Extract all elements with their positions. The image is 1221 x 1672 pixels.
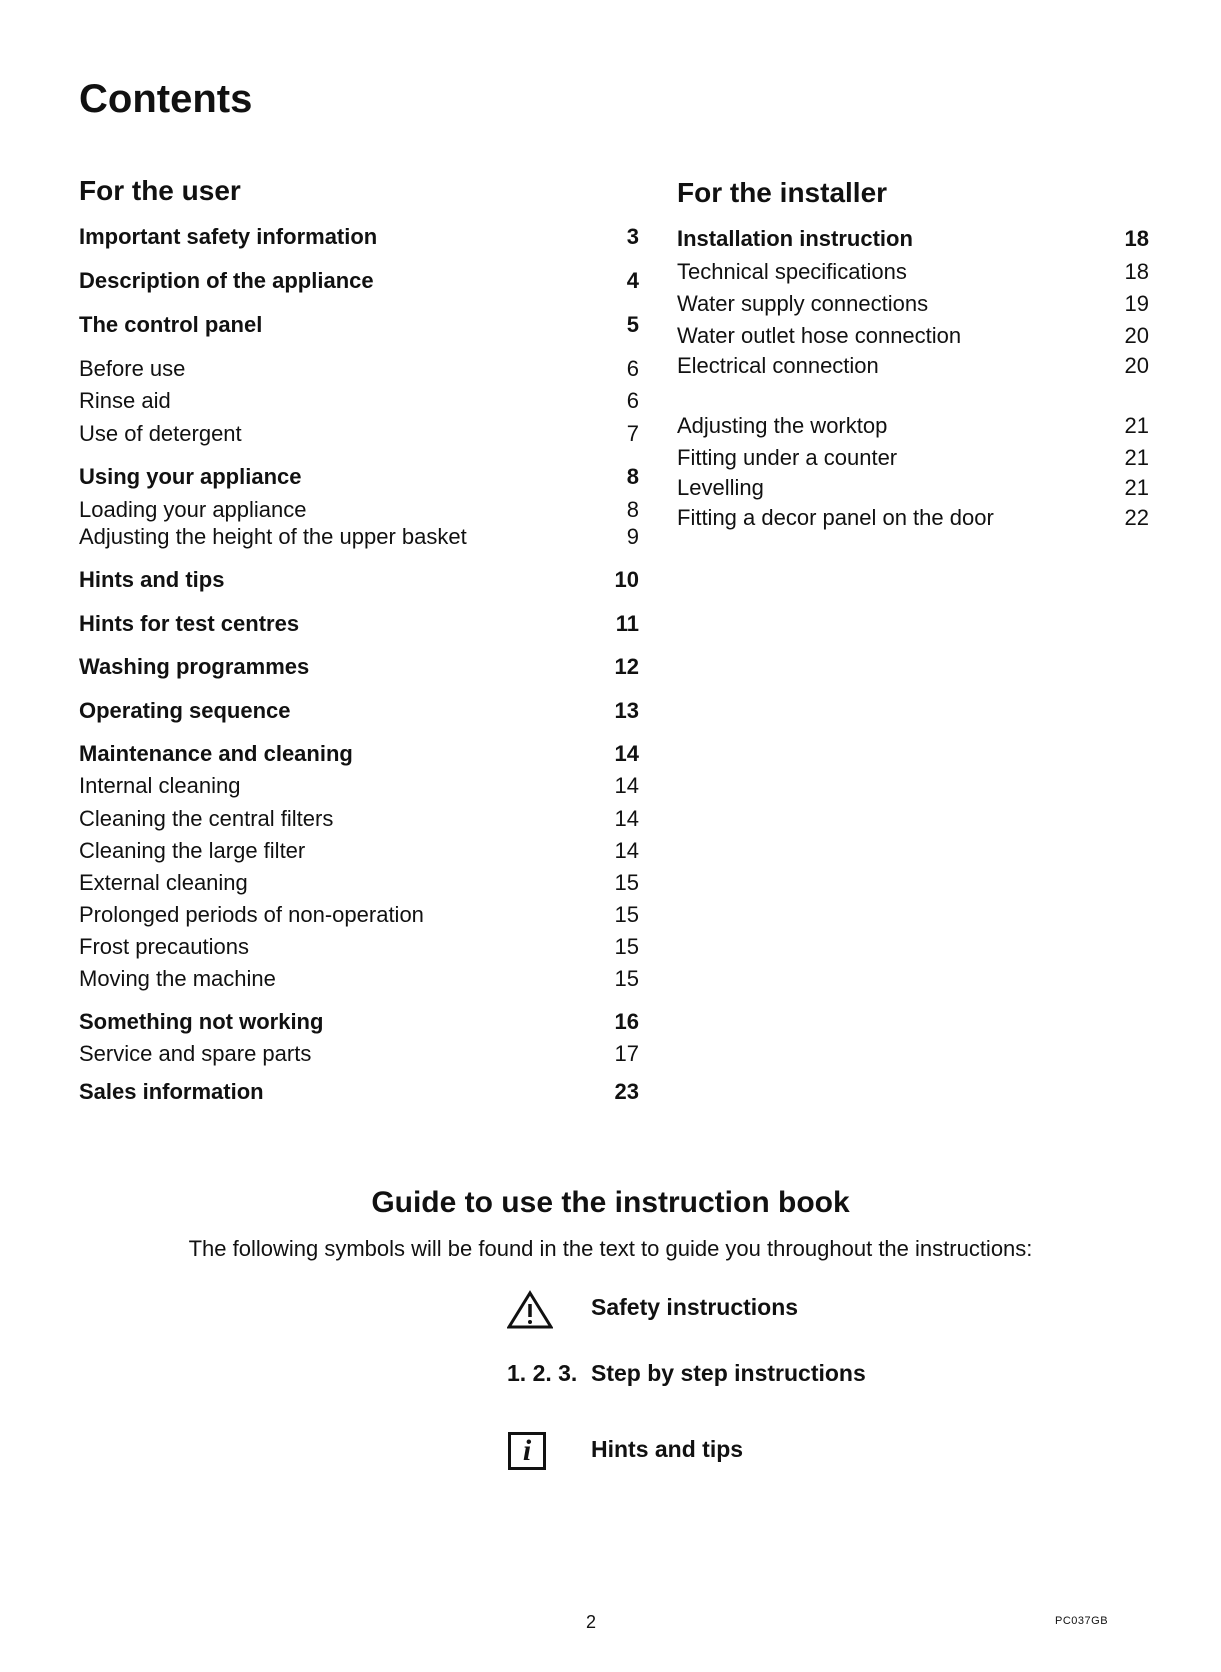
toc-entry-page: 17: [614, 1041, 639, 1066]
toc-entry-label: Levelling: [677, 475, 764, 500]
toc-entry-label: Before use: [79, 356, 186, 381]
toc-entry-page: 18: [1124, 259, 1149, 284]
info-box-icon: i: [508, 1432, 546, 1470]
toc-entry-page: 14: [614, 806, 639, 831]
toc-entry-page: 16: [614, 1009, 639, 1034]
page-title: Contents: [79, 77, 253, 121]
toc-entry-label: Hints and tips: [79, 567, 225, 592]
toc-entry-label: Technical specifications: [677, 259, 907, 284]
toc-entry-page: 4: [626, 268, 639, 293]
toc-entry-page: 6: [626, 356, 639, 381]
toc-entry-label: Frost precautions: [79, 934, 249, 959]
toc-entry-page: 12: [614, 654, 639, 679]
toc-entry-label: Adjusting the height of the upper basket: [79, 524, 467, 549]
guide-title: Guide to use the instruction book: [371, 1186, 850, 1219]
toc-entry-page: 15: [614, 902, 639, 927]
toc-entry-label: Prolonged periods of non-operation: [79, 902, 424, 927]
safety-instructions-label: Safety instructions: [591, 1294, 799, 1320]
toc-entry-label: Cleaning the large filter: [79, 838, 306, 863]
toc-entry-label: Moving the machine: [79, 966, 276, 991]
toc-entry-label: Water outlet hose connection: [677, 323, 962, 348]
toc-entry-page: 22: [1124, 505, 1149, 530]
toc-entry-page: 3: [626, 224, 639, 249]
toc-entry-page: 23: [614, 1079, 639, 1104]
guide-intro: The following symbols will be found in the text to guide you throughout the instructions:: [188, 1236, 1033, 1261]
user-section-heading: For the user: [79, 175, 241, 206]
toc-entry-page: 21: [1124, 413, 1149, 438]
toc-entry-label: Electrical connection: [677, 353, 879, 378]
toc-entry-label: Internal cleaning: [79, 773, 241, 798]
toc-entry-label: Something not working: [79, 1009, 324, 1034]
toc-entry-label: The control panel: [79, 312, 263, 337]
toc-entry-label: Sales information: [79, 1079, 264, 1104]
toc-entry-page: 18: [1124, 226, 1149, 251]
toc-entry-label: Water supply connections: [677, 291, 929, 316]
toc-entry-page: 7: [626, 421, 639, 446]
toc-entry-page: 5: [626, 312, 639, 337]
toc-entry-page: 15: [614, 934, 639, 959]
installer-section-heading: For the installer: [677, 177, 888, 208]
step-instructions-label: Step by step instructions: [591, 1360, 866, 1386]
hints-tips-label: Hints and tips: [591, 1436, 744, 1462]
toc-entry-page: 11: [615, 611, 639, 636]
toc-entry-label: Washing programmes: [79, 654, 310, 679]
toc-entry-label: Fitting a decor panel on the door: [677, 505, 994, 530]
toc-entry-label: Loading your appliance: [79, 497, 307, 522]
toc-entry-label: Installation instruction: [677, 226, 913, 251]
toc-entry-label: Maintenance and cleaning: [79, 741, 353, 766]
toc-entry-label: Cleaning the central filters: [79, 806, 334, 831]
warning-triangle-icon: [507, 1290, 553, 1330]
toc-entry-label: Service and spare parts: [79, 1041, 312, 1066]
toc-entry-label: Operating sequence: [79, 698, 291, 723]
toc-entry-page: 14: [614, 773, 639, 798]
toc-entry-page: 21: [1124, 445, 1149, 470]
toc-entry-page: 6: [626, 388, 639, 413]
toc-entry-page: 20: [1124, 353, 1149, 378]
toc-entry-label: Use of detergent: [79, 421, 242, 446]
toc-entry-label: Hints for test centres: [79, 611, 300, 636]
document-code: PC037GB: [1055, 1615, 1109, 1627]
toc-entry-label: Description of the appliance: [79, 268, 374, 293]
toc-entry-label: Using your appliance: [79, 464, 302, 489]
toc-entry-label: Adjusting the worktop: [677, 413, 888, 438]
toc-entry-page: 21: [1124, 475, 1149, 500]
toc-entry-page: 15: [614, 966, 639, 991]
page-number: 2: [586, 1612, 597, 1632]
toc-entry-page: 20: [1124, 323, 1149, 348]
toc-entry-label: Important safety information: [79, 224, 378, 249]
step-numbers-symbol: 1. 2. 3.: [507, 1360, 578, 1386]
toc-entry-label: Rinse aid: [79, 388, 171, 413]
toc-entry-label: External cleaning: [79, 870, 248, 895]
toc-entry-page: 10: [614, 567, 639, 592]
toc-entry-page: 8: [626, 497, 639, 522]
toc-entry-page: 15: [614, 870, 639, 895]
toc-entry-page: 13: [614, 698, 639, 723]
toc-entry-page: 14: [614, 741, 639, 766]
toc-entry-page: 14: [614, 838, 639, 863]
toc-entry-label: Fitting under a counter: [677, 445, 898, 470]
toc-entry-page: 8: [626, 464, 639, 489]
toc-entry-page: 19: [1124, 291, 1149, 316]
toc-entry-page: 9: [626, 524, 639, 549]
